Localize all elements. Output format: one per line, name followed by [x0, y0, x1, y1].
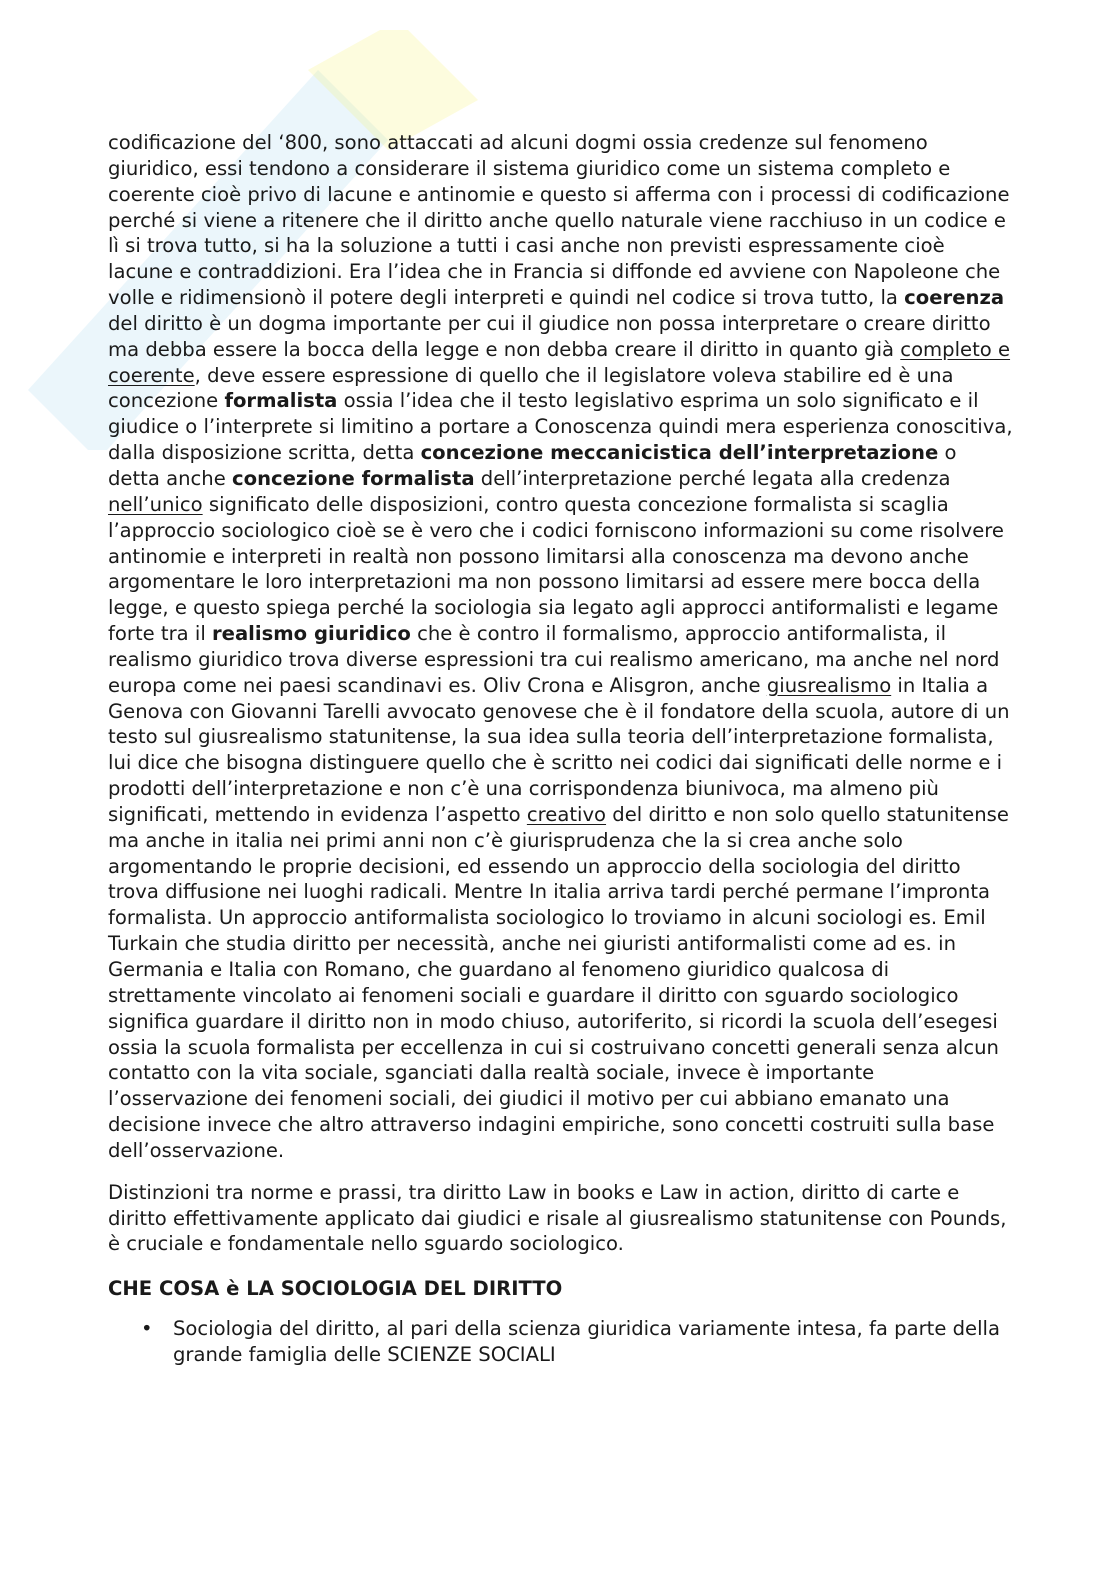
text-run: , deve essere espressione di quello che il legislatore voleva stabilire ed è una concezione: [108, 363, 954, 413]
bold-term: concezione formalista: [232, 466, 475, 490]
bold-term: coerenza: [904, 286, 1005, 310]
underlined-term: giusrealismo: [766, 673, 892, 697]
text-run: codificazione del ‘800, sono attaccati ad alcuni dogmi ossia credenze sul fenomeno giuridico, essi tendono a considerare il sistema giuridico come un sistema completo e coerente cioè privo di lacune e antinomie e questo si afferma con i processi di codificazione perché si viene a ritenere che il diritto anche quello naturale viene racchiuso in un codice e lì si trova tutto, si ha la soluzione a tutti i casi anche non previsti espressamente cioè lacune e contraddizioni. Era l’idea che in Francia si diffonde ed avviene con Napoleone che volle e ridimensionò il potere degli interpreti e quindi nel codice si trova tutto, la: [108, 131, 1010, 310]
text-run: o detta anche: [108, 441, 957, 490]
list-item: [108, 1316, 1013, 1368]
text-run: significato delle disposizioni, contro questa concezione formalista si scaglia l’approccio sociologico cioè se è vero che i codici forniscono informazioni su come risolvere antinomie e interpreti in realtà non possono limitarsi alla conoscenza ma devono anche argomentare le loro interpretazioni ma non possono limitarsi ad essere mere bocca della legge, e questo spiega perché la sociologia sia legato agli approcci antiformalisti e legame forte tra il: [108, 492, 1004, 646]
text-run: del diritto è un dogma importante per cui il giudice non possa interpretare o creare diritto ma debba essere la bocca della legge e non debba creare il diritto in quanto già: [108, 311, 991, 361]
underlined-term: completo e coerente: [108, 337, 1011, 387]
body-paragraph-1: [108, 130, 1013, 1164]
underlined-term: creativo: [526, 802, 607, 826]
text-run: dell’interpretazione perché legata alla credenza: [474, 466, 951, 490]
underlined-term: nell’unico: [108, 492, 203, 516]
body-paragraph-2: Distinzioni tra norme e prassi, tra diritto Law in books e Law in action, diritto di carte e diritto effettivamente applicato dai giudici e risale al giusrealismo statunitense con Pounds, è cruciale e fondamentale nello sguardo sociologico.: [108, 1180, 1007, 1256]
bold-term: concezione meccanicistica dell’interpretazione: [420, 441, 939, 465]
bold-term: formalista: [224, 389, 338, 413]
text-run: del diritto e non solo quello statunitense ma anche in italia nei primi anni non c’è giurisprudenza che la si crea anche solo argomentando le proprie decisioni, ed essendo un approccio della sociologia del diritto trova diffusione nei luoghi radicali. Mentre In italia arriva tardi perché permane l’impronta formalista. Un approccio antiformalista sociologico lo troviamo in alcuni sociologi es. Emil Turkain che studia diritto per necessità, anche nei giuristi antiformalisti come ad es. in Germania e Italia con Romano, che guardano al fenomeno giuridico qualcosa di strettamente vincolato ai fenomeni sociali e guardare il diritto con sguardo sociologico significa guardare il diritto non in modo chiuso, autoriferito, si ricordi la scuola dell’esegesi ossia la scuola formalista per eccellenza in cui si costruivano concetti generali senza alcun contatto con la vita sociale, sganciati dalla realtà sociale, invece è importante l’osservazione dei fenomeni sociali, dei giudici il motivo per cui abbiano emanato una decisione invece che altro attraverso indagini empiriche, sono concetti costruiti sulla base dell’osservazione.: [108, 802, 1009, 1162]
section-heading: CHE COSA è LA SOCIOLOGIA DEL DIRITTO: [108, 1277, 563, 1301]
text-run: ossia l’idea che il testo legislativo esprima un solo significato e il giudice o l’interprete si limitino a portare a Conoscenza quindi mera esperienza conoscitiva, dalla disposizione scritta, detta: [108, 389, 1013, 465]
bullet-list: [108, 1316, 1013, 1368]
bold-term: realismo giuridico: [212, 622, 411, 646]
list-item-text: Sociologia del diritto, al pari della scienza giuridica variamente intesa, fa parte della grande famiglia delle SCIENZE SOCIALI: [173, 1317, 1000, 1366]
document-body: [108, 130, 1013, 1368]
text-run: in Italia a Genova con Giovanni Tarelli avvocato genovese che è il fondatore della scuola, autore di un testo sul giusrealismo statunitense, la sua idea sulla teoria dell’interpretazione formalista, lui dice che bisogna distinguere quello che è scritto nei codici dai significati delle norme e i prodotti dell’interpretazione e non c’è una corrispondenza biunivoca, ma almeno più significati, mettendo in evidenza l’aspetto: [108, 673, 1010, 826]
bullet-icon: •: [141, 1317, 153, 1341]
text-run: che è contro il formalismo, approccio antiformalista, il realismo giuridico trova diverse espressioni tra cui realismo americano, ma anche nel nord europa come nei paesi scandinavi es. Oliv Crona e Alisgron, anche: [108, 622, 1000, 697]
